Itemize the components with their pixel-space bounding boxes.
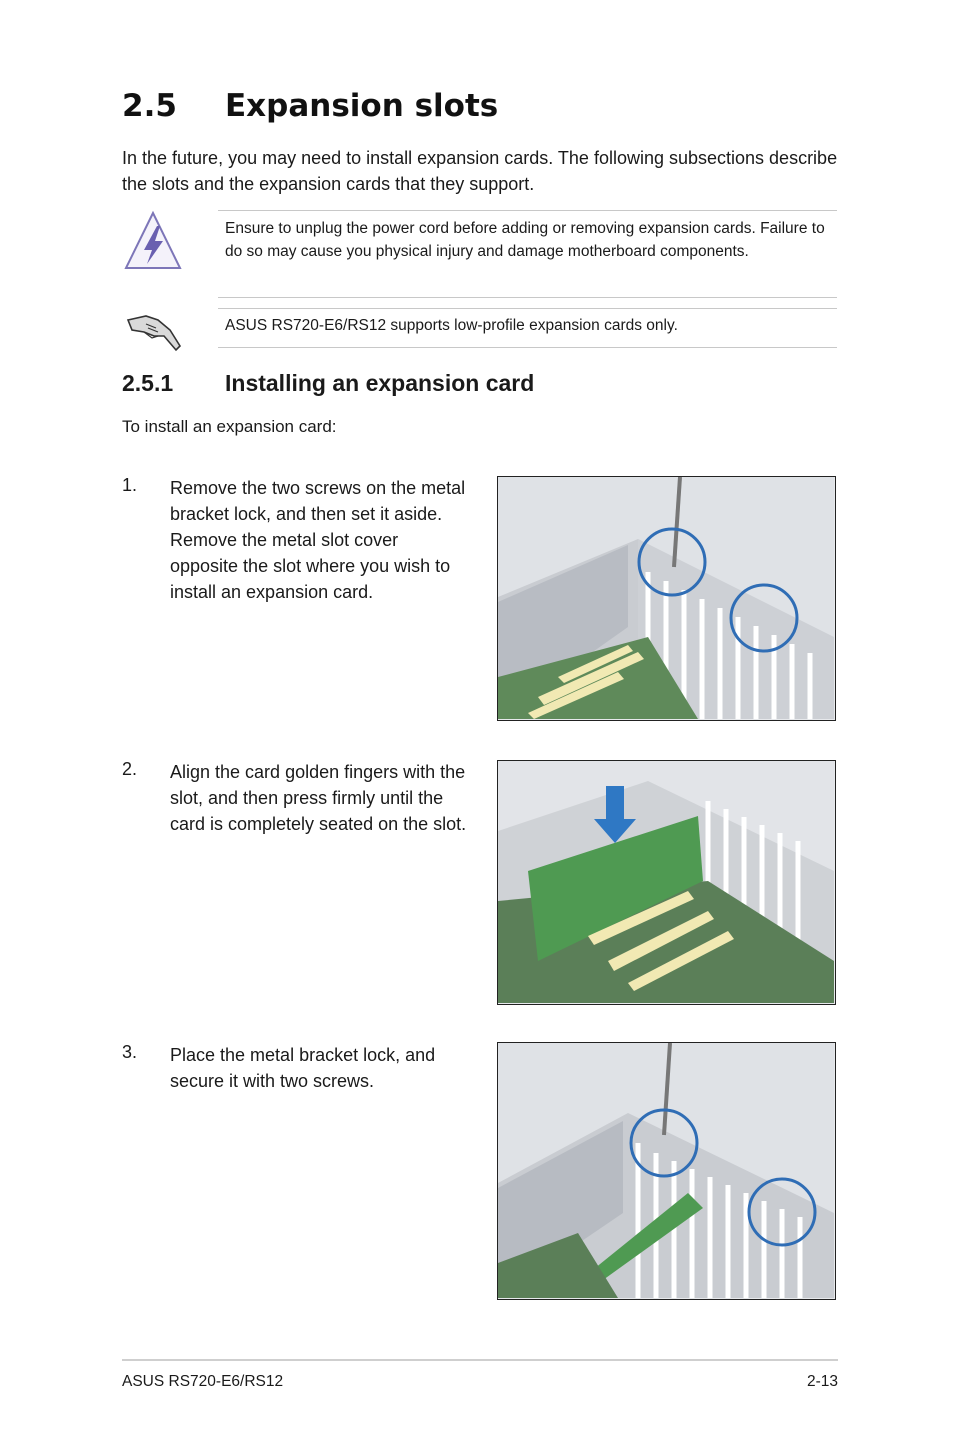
lightning-warning-icon (122, 210, 184, 272)
intro-paragraph: In the future, you may need to install expansion cards. The following subsections describe the slots and the expansion cards that they support. (122, 148, 838, 194)
step-number: 2. (122, 759, 138, 779)
section-title: Expansion slots (225, 88, 499, 124)
subsection-title: Installing an expansion card (225, 370, 535, 396)
instruction-lead: To install an expansion card: (122, 417, 337, 436)
step-text: Place the metal bracket lock, and secure it with two screws. (170, 1045, 436, 1091)
step-3-photo (497, 1042, 836, 1300)
subsection-heading (122, 370, 534, 397)
step-text: Align the card golden fingers with the slot, and then press firmly until the card is completely seated on the slot. (170, 762, 467, 834)
step-text: Remove the two screws on the metal bracket lock, and then set it aside. Remove the metal slot cover opposite the slot where you wish to install an expansion card. (170, 478, 466, 602)
footer-rule (122, 1359, 838, 1361)
note-text: ASUS RS720-E6/RS12 supports low-profile expansion cards only. (225, 317, 678, 334)
section-heading (122, 88, 498, 124)
step-number: 1. (122, 475, 138, 495)
section-number: 2.5 (122, 88, 177, 124)
note-divider (218, 308, 837, 309)
pointing-hand-icon (124, 306, 186, 354)
note-divider (218, 210, 837, 211)
note-divider (218, 347, 837, 348)
step-2-photo (497, 760, 836, 1005)
footer-page-number: 2-13 (806, 1373, 838, 1390)
footer-product-name: ASUS RS720-E6/RS12 (122, 1373, 284, 1390)
subsection-number: 2.5.1 (122, 370, 174, 396)
step-number: 3. (122, 1042, 138, 1062)
warning-text: Ensure to unplug the power cord before adding or removing expansion cards. Failure to do so may cause you physical injury and damage motherboard components. (225, 220, 825, 260)
note-divider (218, 297, 837, 298)
step-1-photo (497, 476, 836, 721)
